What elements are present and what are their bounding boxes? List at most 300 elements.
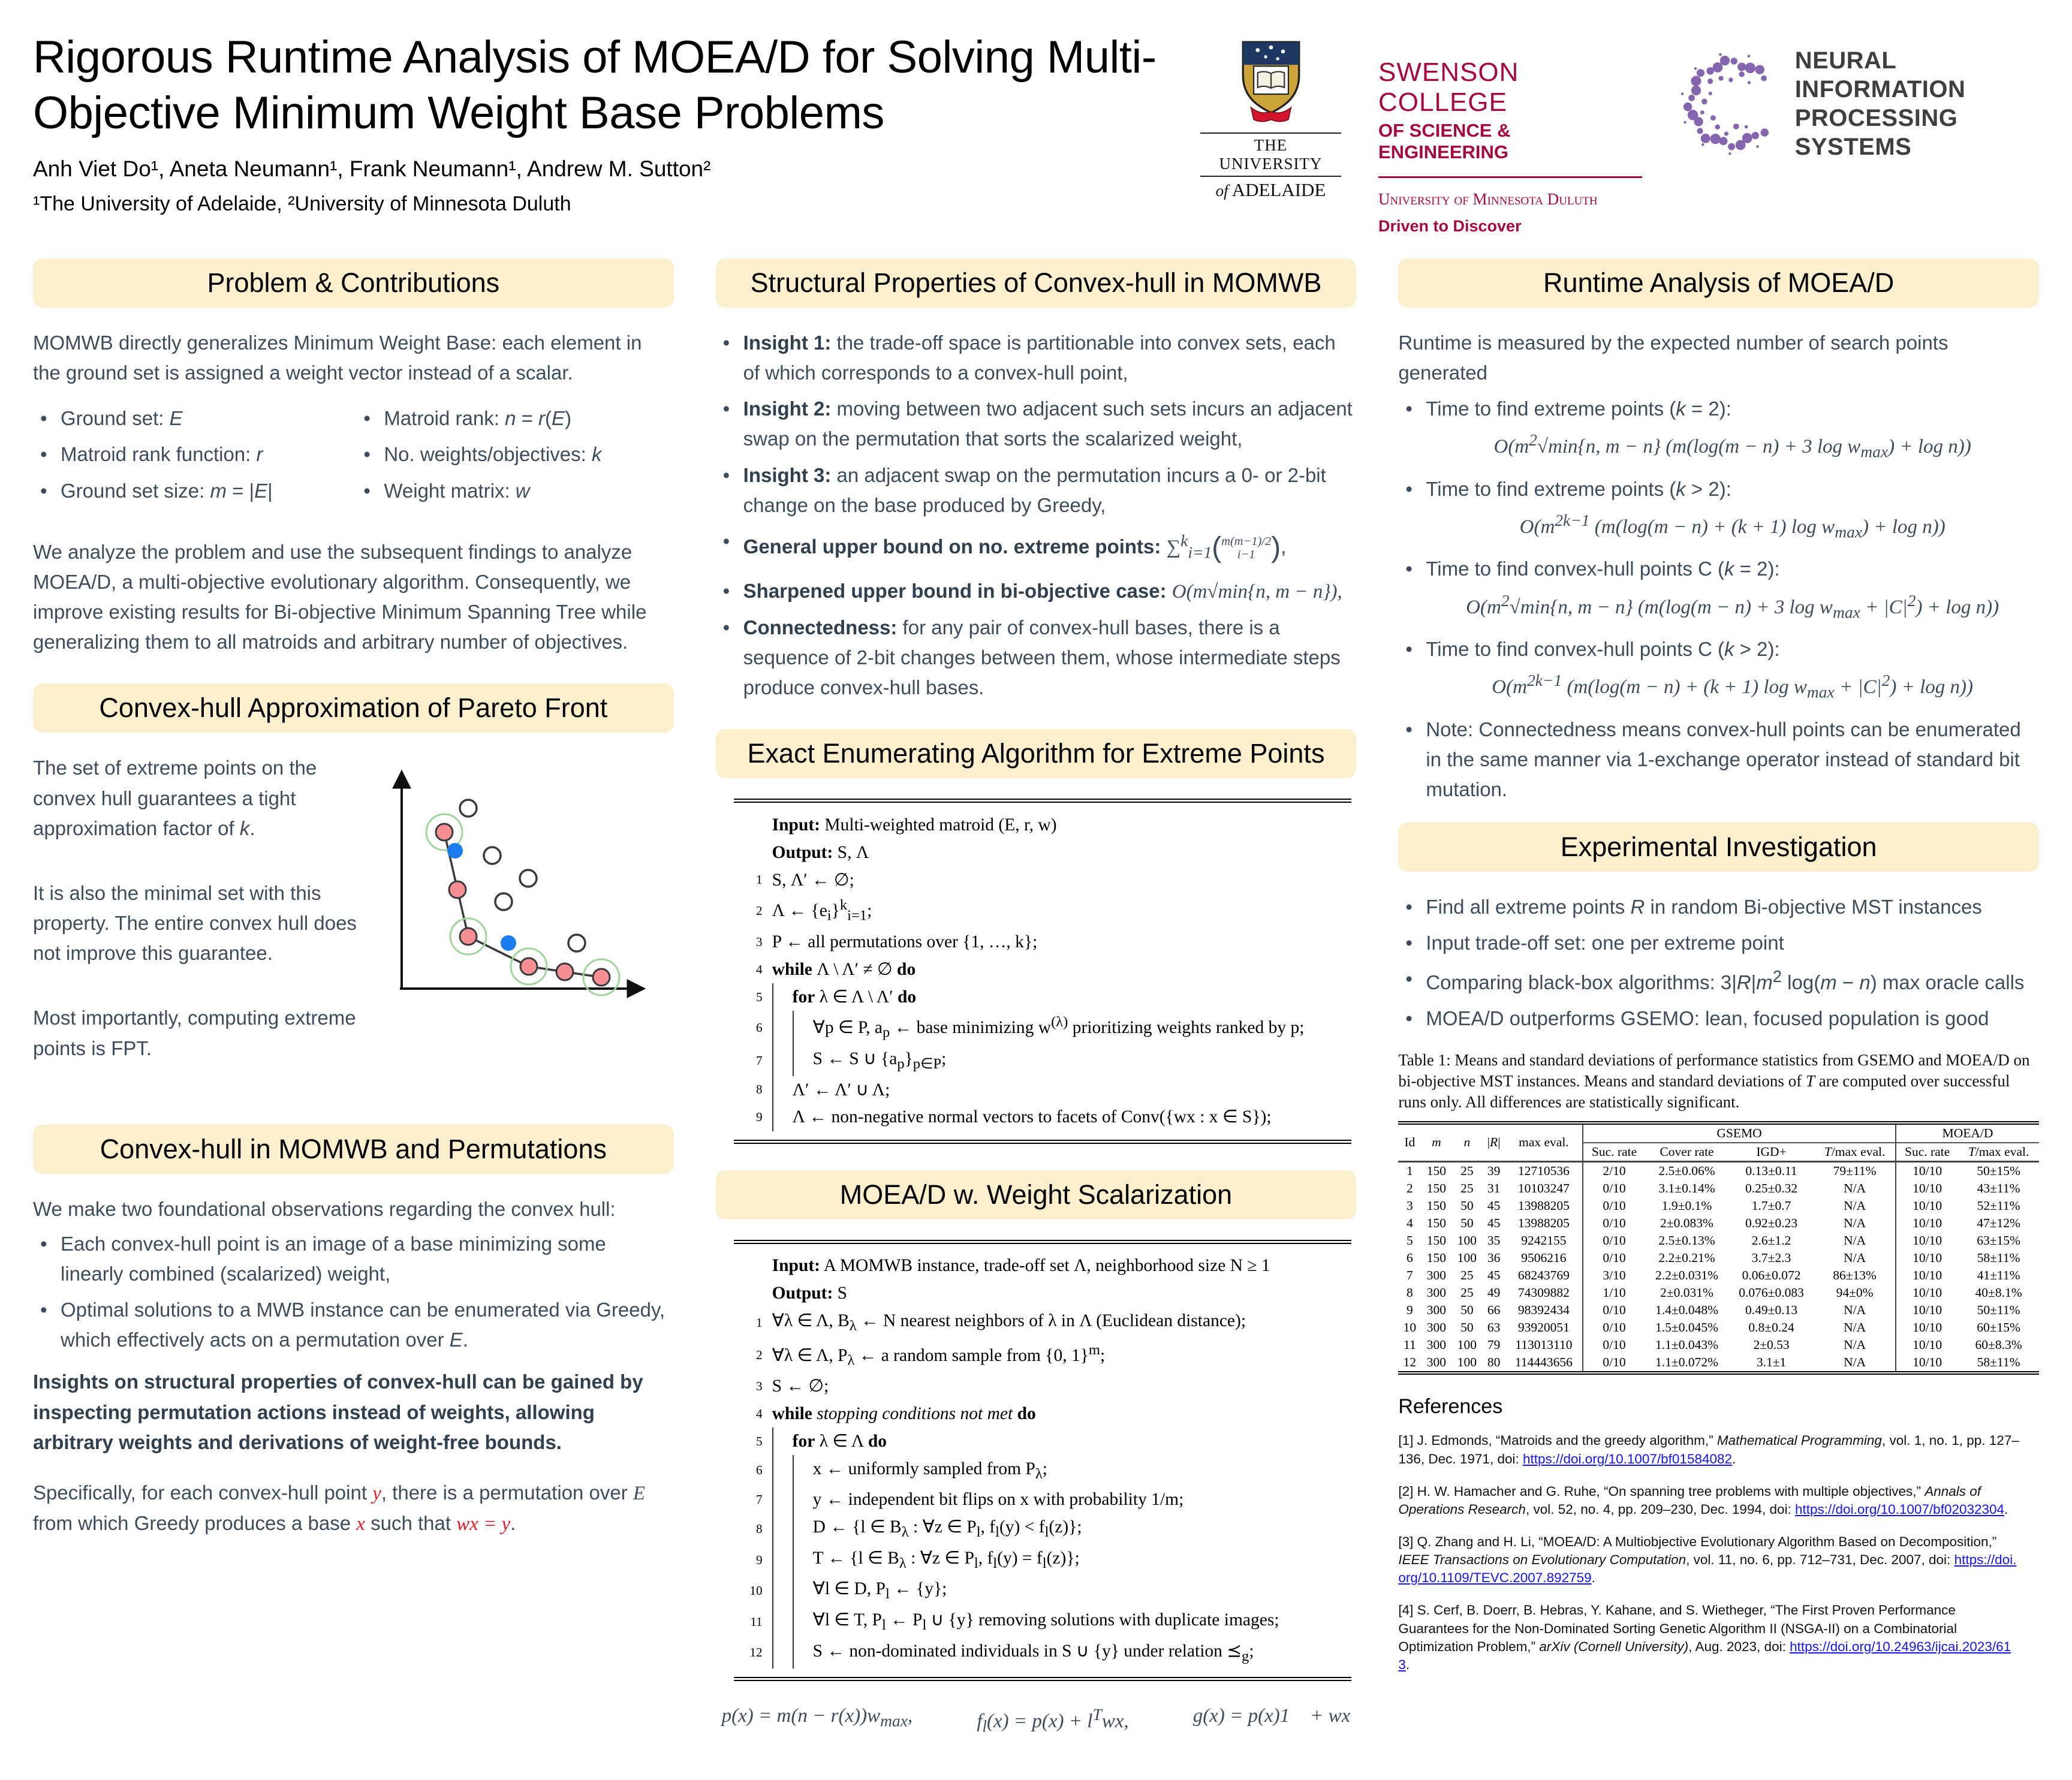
table-cell: 0/10 [1583, 1354, 1645, 1373]
algorithm-line [735, 839, 1348, 866]
table-cell: 2.5±0.06% [1658, 1163, 1715, 1178]
indent-bar [793, 1045, 813, 1076]
title-block [33, 30, 1157, 216]
table-cell: 50 [1460, 1302, 1474, 1317]
affiliations: ¹The University of Adelaide, ²University of Minnesota Duluth [33, 192, 571, 216]
poster-title [33, 30, 1157, 141]
list-item [716, 576, 1357, 607]
binom-top: m(m−1)/2 [1221, 535, 1272, 549]
table-cell: 25 [1460, 1267, 1474, 1282]
algorithm-line [735, 928, 1348, 956]
table-cell: 60±8.3% [1975, 1337, 2022, 1352]
indent-bar [772, 1455, 793, 1486]
bound-formula: O(m√min{n, m − n}), [1171, 580, 1342, 603]
runtime-formula: $O(m^2√\min\{n$, m − n} (m(log(m − n) + 3 $\log w_{max}) + \log n$)) [1493, 430, 1971, 462]
algorithm-line [735, 956, 1348, 983]
table-cell: 58±11% [1977, 1250, 2020, 1265]
table-cell: 12710536 [1517, 1163, 1570, 1178]
table-cell: 93920051 [1517, 1320, 1570, 1335]
adelaide-word: ADELAIDE [1231, 179, 1326, 200]
structural-bullets [716, 328, 1357, 703]
table-cell: 3.1±0.14% [1658, 1180, 1715, 1195]
table-cell: 0.06±0.072 [1742, 1267, 1801, 1282]
algorithm-line [735, 1607, 1348, 1638]
table-row [1398, 1267, 2039, 1284]
dominated-point [495, 893, 512, 910]
approx-para2: It is also the minimal set with this property. The entire convex hull does not improve this guarantee. [33, 881, 357, 965]
line-number: 11 [750, 1614, 763, 1629]
table-cell: 100 [1457, 1337, 1477, 1352]
section-approx [33, 683, 674, 1098]
table-cell: N/A [1844, 1354, 1866, 1369]
list-item [1398, 474, 2039, 545]
table-cell: 79 [1487, 1337, 1501, 1352]
table-cell: 10/10 [1896, 1180, 1958, 1197]
table-cell: N/A [1844, 1250, 1866, 1265]
table-row [1398, 1197, 2039, 1215]
line-number [735, 839, 772, 866]
table-cell: 50 [1460, 1215, 1474, 1230]
table-cell: N/A [1844, 1180, 1866, 1195]
line-number: 9 [756, 1110, 763, 1125]
table-cell: 45 [1487, 1198, 1501, 1213]
problem-bullets-left [33, 403, 350, 511]
reference-text: . [2004, 1501, 2008, 1517]
table-cell: 150 [1426, 1163, 1447, 1178]
swenson-college-logo [1378, 41, 1642, 236]
table-cell: 10/10 [1896, 1215, 1958, 1232]
table-cell: 150 [1426, 1198, 1447, 1213]
section-header-experimental: Experimental Investigation [1398, 823, 2039, 872]
algorithm-line [735, 811, 1348, 839]
table-cell: 0/10 [1583, 1197, 1645, 1215]
table-cell: 1.5±0.045% [1655, 1320, 1718, 1335]
indent-bar [793, 1486, 813, 1514]
list-item: • Matroid rank: n = r(E) [356, 403, 673, 433]
swenson-line1: SWENSON COLLEGE [1378, 58, 1519, 117]
table-cell: 300 [1426, 1302, 1447, 1317]
runtime-label: • Time to find extreme points (k > 2): [1426, 477, 1731, 500]
reference-item [1398, 1483, 2022, 1519]
table-cell: 0.25±0.32 [1745, 1180, 1798, 1195]
section-header-problem: Problem & Contributions [33, 258, 674, 308]
line-number: 6 [756, 1020, 763, 1035]
var-x: x [356, 1513, 365, 1535]
section-structural [716, 258, 1357, 703]
table-row [1398, 1232, 2039, 1249]
indent-bar [772, 1427, 793, 1455]
dominated-point [520, 870, 537, 887]
section-momwb [33, 1125, 674, 1540]
table-cell: 10/10 [1896, 1302, 1958, 1319]
problem-para1: MOMWB directly generalizes Minimum Weight Base: each element in the ground set is assigned a weight vector instead of a scalar. [33, 332, 642, 384]
algorithm-line [735, 1252, 1348, 1280]
title-line-1: Rigorous Runtime Analysis of MOEA/D for Solving Multi- [33, 32, 1157, 83]
table-cell: 9242155 [1521, 1233, 1567, 1248]
indent-bar [793, 1455, 813, 1486]
list-item [716, 613, 1357, 703]
table-cell: 1.1±0.043% [1655, 1337, 1718, 1352]
algorithm-line [735, 866, 1348, 894]
list-item [1398, 394, 2039, 465]
scalarization-equations [716, 1705, 1357, 1736]
list-item [716, 328, 1357, 388]
equation-p: $p(x) = m(n - r(x))w_{max}$, [721, 1704, 913, 1730]
line-number: 10 [749, 1583, 763, 1598]
table-cell: 41±11% [1977, 1267, 2020, 1282]
table-cell: 79±11% [1833, 1163, 1877, 1178]
algorithm-line [735, 894, 1348, 928]
line-number: 5 [756, 989, 763, 1004]
table-row [1398, 1336, 2039, 1354]
tail: , [1281, 535, 1287, 558]
table-cell: 10/10 [1896, 1197, 1958, 1215]
table-row [1398, 1249, 2039, 1267]
table-cell: 114443656 [1514, 1354, 1573, 1369]
runtime-label: • Time to find extreme points (k = 2): [1426, 397, 1731, 420]
table-cell: 2±0.031% [1660, 1285, 1713, 1300]
sum-symbol: ∑$^k_{i=1}$ [1166, 531, 1212, 562]
table-cell: 35 [1487, 1233, 1501, 1248]
code-text: ∀l ∈ T, $P_l$ ← $P_l$ ∪ {y} removing solutions with duplicate images; [812, 1610, 1279, 1633]
var-wxy: wx = y [456, 1513, 511, 1535]
algorithm-line [735, 1280, 1348, 1308]
indent-bar [772, 1486, 793, 1514]
table-cell: 100 [1457, 1250, 1477, 1265]
convex-hull-point [593, 969, 610, 986]
reference-link[interactable]: https://doi.org/10.1007/bf01584082 [1522, 1451, 1733, 1466]
code-text: ∀p ∈ P, $a_p$ ← base minimizing $w^{(\lambda)}$ prioritizing weights ranked by p; [812, 1014, 1305, 1041]
table-cell: N/A [1844, 1302, 1866, 1317]
table-cell: 2 [1406, 1180, 1413, 1195]
approx-row [33, 753, 674, 1098]
table-cell: 47±12% [1977, 1215, 2020, 1230]
adelaide-name-line2 [1200, 179, 1341, 201]
runtime-formula: $O(m^2√\min\{n$, m − n} (m(log(m − n) + 3 $\log w_{max} + |C|^2) + \log n$)) [1466, 591, 1999, 622]
algorithm-line [735, 983, 1348, 1011]
table-cell: 0.8±0.24 [1748, 1320, 1794, 1335]
runtime-intro: Runtime is measured by the expected number of search points generated [1398, 332, 1948, 384]
table-cell: 43±11% [1977, 1180, 2020, 1195]
column-header: n [1451, 1123, 1482, 1162]
line-number: 12 [749, 1645, 763, 1660]
line-number: 3 [756, 934, 763, 949]
paren: ) [1271, 531, 1281, 564]
column-header: max eval. [1505, 1123, 1583, 1162]
table-cell: N/A [1844, 1198, 1866, 1213]
table-cell: 1/10 [1583, 1284, 1645, 1302]
code-text: ∀λ ∈ Λ, $B_\lambda$ ← N nearest neighbors of λ in Λ (Euclidean distance); [772, 1311, 1246, 1334]
code-text: P ← all permutations over {1, …, k}; [772, 932, 1038, 951]
indent-bar [772, 1544, 793, 1576]
table-row [1398, 1215, 2039, 1232]
list-item [716, 394, 1357, 454]
convex-hull-point [556, 963, 573, 980]
table-row [1398, 1284, 2039, 1302]
list-item: • Find all extreme points R in random Bi-objective MST instances [1398, 892, 2039, 922]
connectedness-label: Connectedness: [743, 616, 898, 638]
sub-header: T/max eval. [1814, 1143, 1896, 1162]
code-text: S, Λ′ ← ∅; [772, 870, 854, 890]
table-cell: 10/10 [1896, 1336, 1958, 1354]
line-number: 7 [756, 1053, 763, 1068]
table-cell: 0/10 [1583, 1180, 1645, 1197]
reference-link[interactable]: https://doi.org/10.1109/TEVC.2007.892759 [1398, 1552, 2017, 1586]
table-cell: 10/10 [1896, 1354, 1958, 1373]
var-y: y [372, 1482, 381, 1504]
table-cell: 300 [1426, 1267, 1447, 1282]
approx-text [33, 753, 369, 1098]
indent-bar [772, 1514, 793, 1545]
table-cell: 50 [1460, 1198, 1474, 1213]
swenson-line3: University of Minnesota Duluth [1378, 190, 1598, 208]
table-cell: 150 [1426, 1180, 1447, 1195]
table-cell: 98392434 [1517, 1302, 1570, 1317]
algorithm-line [735, 1308, 1348, 1339]
table-cell: 2/10 [1583, 1161, 1645, 1180]
problem-bullets-right [356, 403, 673, 511]
table-cell: 1.7±0.7 [1751, 1198, 1791, 1213]
table-cell: 10103247 [1517, 1180, 1570, 1195]
table-cell: 150 [1426, 1250, 1447, 1265]
algorithm-2 [734, 1240, 1352, 1681]
algorithm-line [735, 1011, 1348, 1045]
sub-header: Cover rate [1645, 1143, 1728, 1162]
final-text: from which Greedy produces a base [33, 1512, 357, 1535]
code-text: x ← uniformly sampled from $P_\lambda$; [812, 1459, 1047, 1482]
neurips-swirl [1681, 53, 1769, 155]
table-cell: 10/10 [1896, 1232, 1958, 1249]
line-number: 4 [756, 1406, 763, 1421]
dominated-point [460, 800, 477, 817]
indent-bar [772, 1045, 793, 1076]
algorithm-line [735, 1514, 1348, 1545]
reference-item [1398, 1601, 2022, 1674]
line-number [735, 1280, 772, 1308]
list-item: • Ground set: E [33, 403, 350, 433]
approx-para3: Most importantly, computing extreme points is FPT. [33, 1007, 356, 1059]
code-text: S ← non-dominated individuals in S ∪ {y} under relation $⪯_g$; [812, 1641, 1254, 1664]
reference-text: [4] S. Cerf, B. Doerr, B. Hebras, Y. Kahane, and S. Wietheger, “The First Proven Performance Guarantees for the Non-Dominated Sorting Genetic Algorithm II (NSGA-II) on a Combinatorial Optimization Problem,” arXiv (Cornell University), Aug. 2023, doi: [1398, 1603, 1957, 1654]
table-cell: 74309882 [1517, 1285, 1570, 1300]
references-heading: References [1398, 1395, 1503, 1418]
sub-header: IGD+ [1728, 1143, 1814, 1162]
adelaide-of: of [1215, 182, 1228, 200]
code-text: for λ ∈ Λ \ Λ′ do [792, 987, 917, 1007]
momwb-bullets [33, 1229, 674, 1356]
results-table-body [1398, 1161, 2039, 1373]
list-item: • Weight matrix: w [356, 476, 673, 506]
convex-hull-point [520, 958, 537, 975]
table-cell: 300 [1426, 1320, 1447, 1335]
table-cell: 2±0.53 [1753, 1337, 1790, 1352]
column-3 [1398, 258, 2039, 1762]
algorithm-line [735, 1576, 1348, 1607]
reference-text: . [1405, 1656, 1410, 1672]
list-item: • Comparing black-box algorithms: $3|R|m^2$ log(m − n) max oracle calls [1398, 964, 2039, 998]
table-cell: 25 [1460, 1163, 1474, 1178]
table-cell: 60±15% [1977, 1320, 2020, 1335]
insight-label: Insight 3: [743, 463, 832, 486]
runtime-formula: $O(m^{2k-1}$ (m(log(m − n) + (k + 1) $\log w_{max}) + \log n$)) [1519, 511, 1945, 541]
reference-text: . [1732, 1451, 1736, 1466]
table-cell: 7 [1406, 1267, 1413, 1282]
results-table-head [1398, 1123, 2039, 1162]
swenson-line2: OF SCIENCE & ENGINEERING [1378, 120, 1642, 178]
table-cell: 1 [1406, 1163, 1413, 1178]
list-item: • Input trade-off set: one per extreme point [1398, 928, 2039, 958]
table-row [1398, 1319, 2039, 1336]
list-item: • No. weights/objectives: k [356, 439, 673, 469]
final-text: . [510, 1512, 516, 1535]
indent-bar [772, 1011, 793, 1045]
table-cell: 8 [1406, 1285, 1413, 1300]
connectedness-text: for any pair of convex-hull bases, there is a sequence of 2-bit changes between them, whose intermediate steps produce convex-hull bases. [743, 616, 1341, 699]
list-item [1398, 554, 2039, 625]
insight-label: Insight 2: [743, 397, 832, 420]
pareto-point-blue [501, 935, 516, 951]
insight-text: moving between two adjacent such sets incurs an adjacent swap on the permutation that sorts the scalarized weight, [743, 397, 1353, 450]
section-header-alg2: MOEA/D w. Weight Scalarization [716, 1170, 1357, 1219]
indent-bar [793, 1514, 813, 1545]
sub-header: T/max eval. [1958, 1143, 2039, 1162]
table-cell: 0/10 [1583, 1302, 1645, 1319]
list-item: • Matroid rank function: r [33, 439, 350, 469]
table-cell: 6 [1406, 1250, 1413, 1265]
table-cell: 3.7±2.3 [1751, 1250, 1791, 1265]
reference-item [1398, 1432, 2022, 1468]
table-cell: N/A [1844, 1320, 1866, 1335]
table-cell: 5 [1406, 1233, 1413, 1248]
adelaide-name-line1: THE UNIVERSITY [1200, 132, 1341, 177]
group-header-moead: MOEA/D [1896, 1123, 2039, 1143]
dominated-point [568, 935, 585, 951]
bound-label: Sharpened upper bound in bi-objective case: [743, 579, 1167, 602]
section-header-momwb: Convex-hull in MOMWB and Permutations [33, 1125, 674, 1174]
table-cell: 63±15% [1977, 1233, 2020, 1248]
column-1 [33, 258, 674, 1762]
indent-bar [772, 1576, 793, 1607]
authors: Anh Viet Do¹, Aneta Neumann¹, Frank Neumann¹, Andrew M. Sutton² [33, 156, 711, 182]
binom-bottom: i−1 [1237, 548, 1255, 562]
pareto-front-figure [374, 753, 655, 1017]
table-cell: 150 [1426, 1233, 1447, 1248]
list-item: • MOEA/D outperforms GSEMO: lean, focused population is good [1398, 1004, 2039, 1034]
reference-link[interactable]: https://doi.org/10.1007/bf02032304 [1795, 1501, 2005, 1517]
line-number: 1 [756, 1315, 763, 1330]
references-list [1398, 1432, 2039, 1674]
final-text: Specifically, for each convex-hull point [33, 1481, 373, 1504]
momwb-bold-para: Insights on structural properties of convex-hull can be gained by inspecting permutation actions instead of weights, allowing arbitrary weights and derivations of weight-free bounds. [33, 1371, 643, 1453]
code-text: Λ′ ← Λ′ ∪ Λ; [792, 1080, 890, 1100]
list-item: • Ground set size: m = |E| [33, 476, 350, 506]
table-cell: 94±0% [1836, 1285, 1874, 1300]
insight-label: Insight 1: [743, 332, 832, 354]
table-cell: N/A [1844, 1215, 1866, 1230]
table-row [1398, 1180, 2039, 1197]
convex-hull-path [444, 832, 601, 977]
table-cell: 0/10 [1583, 1336, 1645, 1354]
table-cell: 0.49±0.13 [1745, 1302, 1798, 1317]
code-text: T ← {l ∈ $B_\lambda$ : ∀z ∈ $P_l$, $f_l(y) = f_l(z)$}; [812, 1548, 1080, 1571]
line-number: 8 [756, 1521, 763, 1536]
line-number: 2 [756, 903, 763, 918]
table-cell: 9506216 [1521, 1250, 1567, 1265]
line-number: 4 [756, 962, 763, 977]
convex-hull-point [460, 928, 477, 945]
reference-text: [3] Q. Zhang and H. Li, “MOEA/D: A Multiobjective Evolutionary Algorithm Based on Decomposition,” IEEE Transactions on Evolutionary Computation, vol. 11, no. 6, pp. 712–731, Dec. 2007, doi: [1398, 1534, 1997, 1568]
section-alg2 [716, 1170, 1357, 1736]
var-E: E [633, 1482, 646, 1504]
problem-para2: We analyze the problem and use the subsequent findings to analyze MOEA/D, a multi-objective evolutionary algorithm. Consequently, we improve existing results for Bi-objective Minimum Spanning Tree while generalizing them to all matroids and arbitrary number of objectives. [33, 540, 647, 653]
sub-header: Suc. rate [1896, 1143, 1958, 1162]
runtime-label: • Time to find convex-hull points C (k = 2): [1426, 558, 1780, 580]
table-cell: 100 [1457, 1354, 1477, 1369]
table-cell: 36 [1487, 1250, 1501, 1265]
momwb-final-para [33, 1478, 674, 1539]
runtime-list [1398, 394, 2039, 805]
list-item [1398, 634, 2039, 705]
table-cell: 0/10 [1583, 1215, 1645, 1232]
table-cell: 63 [1487, 1320, 1501, 1335]
table-cell: 45 [1487, 1267, 1501, 1282]
sub-header: Suc. rate [1583, 1143, 1645, 1162]
reference-text: . [1591, 1570, 1595, 1586]
results-table [1398, 1121, 2039, 1375]
figure-points [426, 800, 619, 995]
table-cell: 0.13±0.11 [1745, 1163, 1797, 1178]
algorithm-line [735, 1045, 1348, 1076]
table-cell: 31 [1487, 1180, 1501, 1195]
code-text: Output: S, Λ [772, 842, 869, 862]
table-cell: 10/10 [1896, 1161, 1958, 1180]
table-cell: 3 [1406, 1198, 1413, 1213]
indent-bar [793, 1576, 813, 1607]
section-header-structural: Structural Properties of Convex-hull in MOMWB [716, 258, 1357, 308]
code-text: while Λ \ Λ′ ≠ ∅ do [772, 959, 916, 979]
algorithm-line [735, 1427, 1348, 1455]
table-cell: 300 [1426, 1285, 1447, 1300]
section-header-runtime: Runtime Analysis of MOEA/D [1398, 258, 2039, 308]
table-cell: 50±15% [1977, 1163, 2020, 1178]
code-text: S ← ∅; [772, 1377, 829, 1396]
code-text: Input: A MOMWB instance, trade-off set Λ, neighborhood size N ≥ 1 [772, 1256, 1270, 1276]
table-cell: 113013110 [1515, 1337, 1573, 1352]
table-cell: N/A [1844, 1233, 1866, 1248]
section-alg1 [716, 729, 1357, 1143]
code-text: Input: Multi-weighted matroid (E, r, w) [772, 815, 1057, 835]
line-number: 7 [756, 1492, 763, 1507]
runtime-formula: $O(m^{2k-1}$ (m(log(m − n) + (k + 1) $\log w_{max} + |C|^2) + \log n$)) [1492, 671, 1974, 701]
bound-label: General upper bound on no. extreme points: [743, 535, 1161, 558]
list-item: • Each convex-hull point is an image of a base minimizing some linearly combined (scalarized) weight, [33, 1229, 674, 1289]
section-runtime [1398, 258, 2039, 805]
line-number [735, 1252, 772, 1280]
indent-bar [772, 1607, 793, 1638]
table-cell: 150 [1426, 1215, 1447, 1230]
equation-g: g(x) = p(x)1⃗ + wx [1192, 1704, 1351, 1727]
code-text: for λ ∈ Λ do [792, 1431, 887, 1451]
dominated-point [484, 847, 501, 864]
table-cell: 10 [1403, 1320, 1417, 1335]
line-number: 9 [756, 1552, 763, 1567]
insight-text: the trade-off space is partitionable into convex sets, each of which corresponds to a convex-hull point, [743, 332, 1336, 384]
table-cell: 50±11% [1977, 1302, 2020, 1317]
indent-bar [793, 1011, 813, 1045]
reference-link[interactable]: https://doi.org/10.24963/ijcai.2023/613 [1398, 1639, 2011, 1672]
reference-text: [2] H. W. Hamacher and G. Ruhe, “On spanning tree problems with multiple objectives,” Annals of Operations Research, vol. 52, no. 4, pp. 209–230, Dec. 1994, doi: [1398, 1483, 1981, 1517]
section-problem [33, 258, 674, 657]
